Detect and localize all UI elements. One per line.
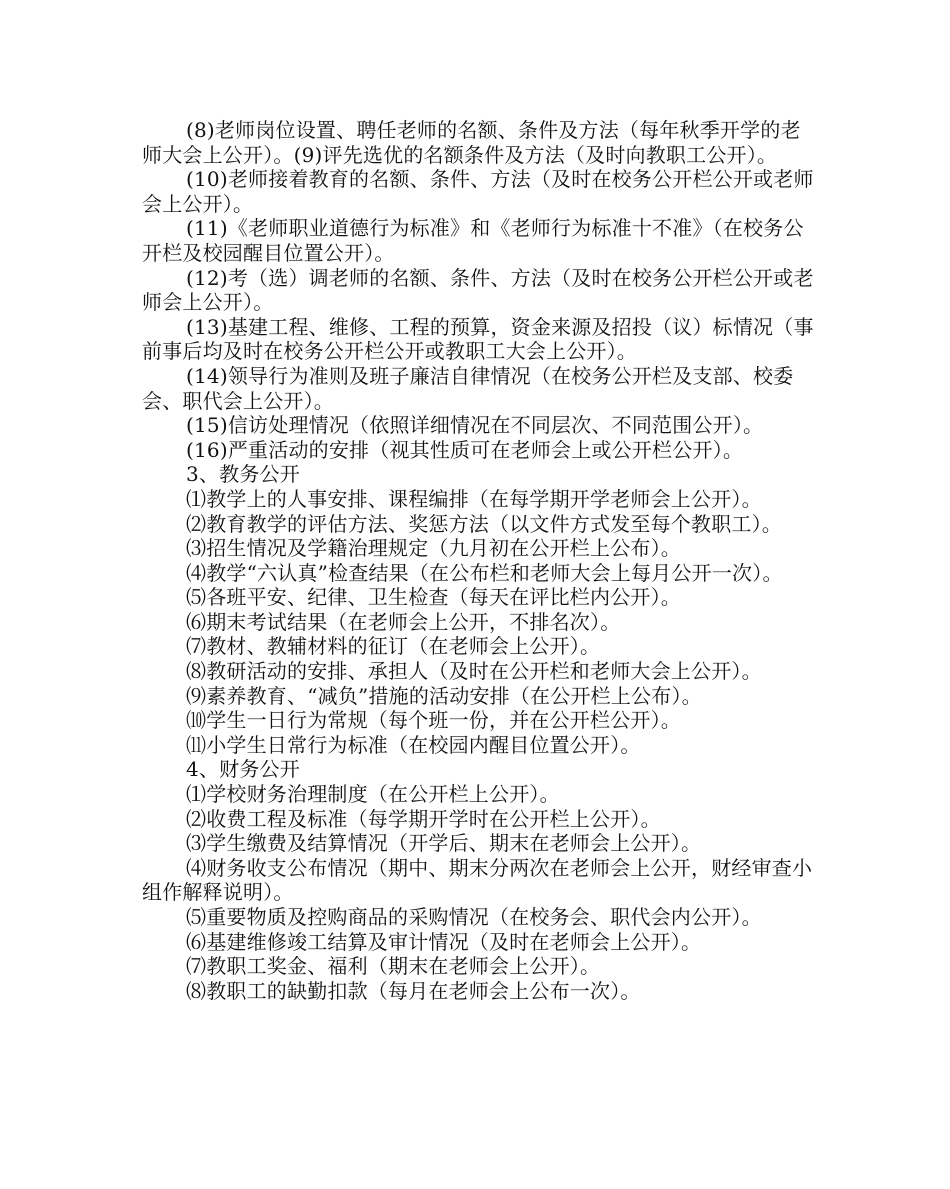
list-item-academic-1: ⑴教学上的人事安排、课程编排（在每学期开学老师会上公开）。 <box>186 486 762 511</box>
list-item-academic-11: ⑾小学生日常行为标准（在校园内醒目位置公开）。 <box>186 732 641 757</box>
list-item-academic-8: ⑻教研活动的安排、承担人（及时在公开栏和老师大会上公开）。 <box>186 659 762 684</box>
paragraph-item-13-construction-budget: (13)基建工程、维修、工程的预算，资金来源及招投（议）标情况（事前事后均及时在校务公开栏公开或教职工大会上公开）。 <box>142 314 814 364</box>
list-item-finance-1: ⑴学校财务治理制度（在公开栏上公开）。 <box>186 782 560 807</box>
list-item-finance-4: ⑷财务收支公布情况（期中、期末分两次在老师会上公开，财经审查小组作解释说明）。 <box>142 855 813 905</box>
list-item-finance-8: ⑻教职工的缺勤扣款（每月在老师会上公布一次）。 <box>186 978 641 1003</box>
paragraph-item-10-continuing-education: (10)老师接着教育的名额、条件、方法（及时在校务公开栏公开或老师会上公开）。 <box>142 167 814 216</box>
section-heading-financial-affairs: 4、财务公开 <box>186 757 300 782</box>
list-item-academic-3: ⑶招生情况及学籍治理规定（九月初在公开栏上公布）。 <box>186 536 681 561</box>
list-item-finance-5: ⑸重要物质及控购商品的采购情况（在校务会、职代会内公开）。 <box>186 905 762 929</box>
list-item-finance-7: ⑺教职工奖金、福利（期末在老师会上公开）。 <box>186 954 601 979</box>
paragraph-item-11-ethics-standards: (11)《老师职业道德行为标准》和《老师行为标准十不准》（在校务公开栏及校园醒目位置公开）。 <box>142 216 804 265</box>
paragraph-item-8-staff-positions: (8)老师岗位设置、聘任老师的名额、条件及方法（每年秋季开学的老师大会上公开）。(9)评先选优的名额条件及方法（及时向教职工公开）。 <box>142 118 801 167</box>
document-page <box>142 118 814 1003</box>
paragraph-item-14-leadership-conduct: (14)领导行为准则及班子廉洁自律情况（在校务公开栏及支部、校委会、职代会上公开）。 <box>142 363 794 413</box>
paragraph-item-12-teacher-transfer: (12)考（选）调老师的名额、条件、方法（及时在校务公开栏公开或老师会上公开）。 <box>142 265 814 315</box>
paragraph-item-15-petitions: (15)信访处理情况（依照详细情况在不同层次、不同范围公开）。 <box>186 413 764 438</box>
list-item-academic-4: ⑷教学“六认真”检查结果（在公布栏和老师大会上每月公开一次）。 <box>186 560 783 585</box>
list-item-finance-2: ⑵收费工程及标准（每学期开学时在公开栏上公开）。 <box>186 806 661 831</box>
list-item-academic-7: ⑺教材、教辅材料的征订（在老师会上公开）。 <box>186 634 601 659</box>
list-item-academic-5: ⑸各班平安、纪律、卫生检查（每天在评比栏内公开）。 <box>186 585 681 610</box>
paragraph-item-16-major-activities: (16)严重活动的安排（视其性质可在老师会上或公开栏公开）。 <box>186 437 744 462</box>
list-item-academic-9: ⑼素养教育、“减负”措施的活动安排（在公开栏上公布）。 <box>186 683 702 708</box>
list-item-academic-2: ⑵教育教学的评估方法、奖惩方法（以文件方式发至每个教职工）。 <box>186 511 782 536</box>
list-item-finance-3: ⑶学生缴费及结算情况（开学后、期末在老师会上公开）。 <box>186 831 702 856</box>
list-item-academic-6: ⑹期末考试结果（在老师会上公开，不排名次）。 <box>186 609 621 634</box>
list-item-finance-6: ⑹基建维修竣工结算及审计情况（及时在老师会上公开）。 <box>186 929 702 954</box>
section-heading-academic-affairs: 3、教务公开 <box>186 462 300 487</box>
list-item-academic-10: ⑽学生一日行为常规（每个班一份，并在公开栏公开）。 <box>186 708 681 733</box>
